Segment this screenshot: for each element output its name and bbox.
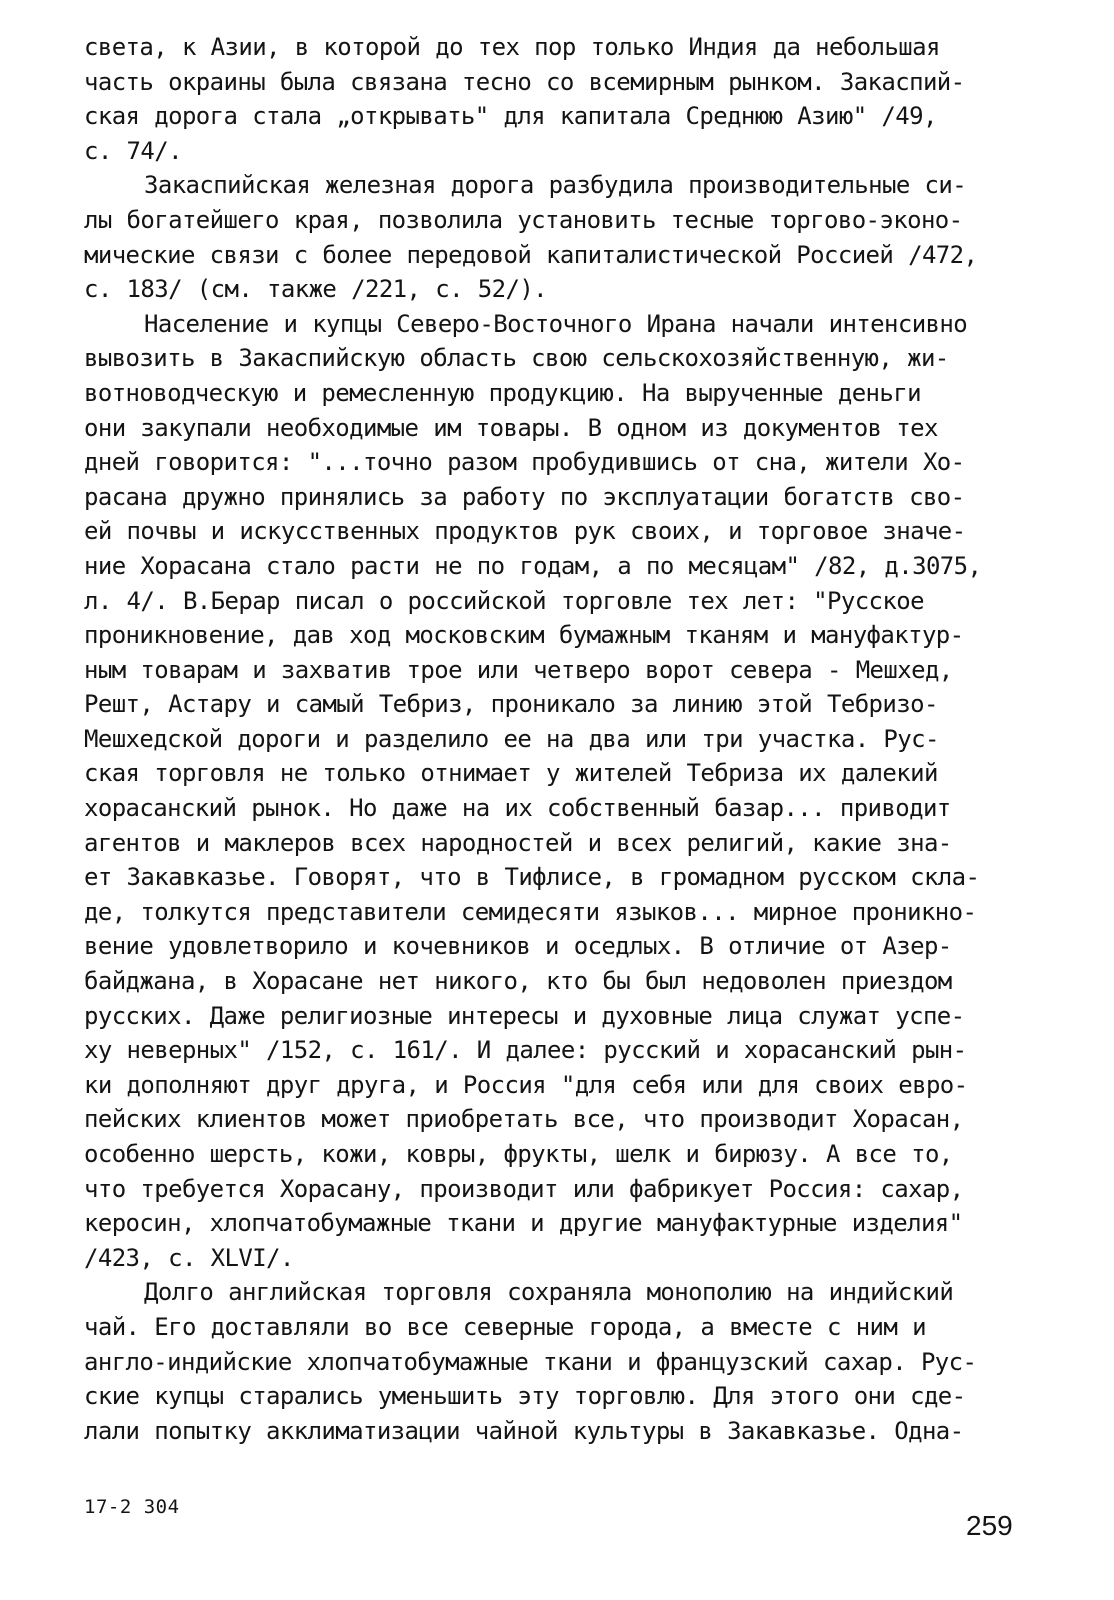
text-line: ние Хорасана стало расти не по годам, а по месяцам" /82, д.3075, (84, 551, 982, 580)
page-number: 259 (966, 1510, 1013, 1541)
text-line: ская торговля не только отнимает у жителей Тебриза их далекий (84, 759, 938, 788)
text-line: хорасанский рынок. Но даже на их собственный базар... приводит (84, 794, 951, 823)
text-line: они закупали необходимые им товары. В одном из документов тех (84, 413, 938, 442)
text-line: проникновение, дав ход московским бумажным тканям и мануфактур- (84, 621, 964, 650)
paragraph (84, 1275, 1044, 1448)
text-line: /423, с. XLVI/. (84, 1243, 294, 1272)
text-line: ские купцы старались уменьшить эту торговлю. Для этого они сде- (84, 1382, 966, 1411)
text-line: мические связи с более передовой капиталистической Россией /472, (84, 240, 978, 269)
body-text (84, 30, 1044, 1448)
text-line: ет Закавказье. Говорят, что в Тифлисе, в громадном русском скла- (84, 863, 980, 892)
text-line: вотноводческую и ремесленную продукцию. На вырученные деньги (84, 378, 921, 407)
text-line: Мешхедской дороги и разделило ее на два или три участка. Рус- (84, 724, 939, 753)
text-line: ки дополняют друг друга, и Россия "для себя или для своих евро- (84, 1070, 968, 1099)
text-line: лали попытку акклиматизации чайной культуры в Закавказье. Одна- (84, 1416, 964, 1445)
text-line: англо-индийские хлопчатобумажные ткани и французский сахар. Рус- (84, 1347, 977, 1376)
text-line: пейских клиентов может приобретать все, что производит Хорасан, (84, 1105, 964, 1134)
text-line: лы богатейшего края, позволила установить тесные торгово-эконо- (84, 205, 963, 234)
text-line: ху неверных" /152, с. 161/. И далее: русский и хорасанский рын- (84, 1036, 967, 1065)
text-line: русских. Даже религиозные интересы и духовные лица служат успе- (84, 1001, 965, 1030)
text-line: Население и купцы Северо-Восточного Ирана начали интенсивно (144, 309, 968, 338)
text-line: агентов и маклеров всех народностей и всех религий, какие зна- (84, 828, 952, 857)
text-line: что требуется Хорасану, производит или фабрикует Россия: сахар, (84, 1174, 964, 1203)
text-line: л. 4/. В.Берар писал о российской торговле тех лет: "Русское (84, 586, 924, 615)
printer-signature: 17-2 304 (84, 1496, 180, 1518)
text-line: вение удовлетворило и кочевников и оседлых. В отличие от Азер- (84, 932, 952, 961)
text-line: особенно шерсть, кожи, ковры, фрукты, шелк и бирюзу. А все то, (84, 1140, 953, 1168)
text-line: расана дружно принялись за работу по эксплуатации богатств сво- (84, 482, 965, 511)
text-line: чай. Его доставляли во все северные города, а вместе с ним и (84, 1312, 926, 1341)
text-line: байджана, в Хорасане нет никого, кто бы был недоволен приездом (84, 967, 952, 996)
text-line: с. 74/. (84, 136, 182, 165)
paragraph (84, 307, 1044, 1276)
text-line: вывозить в Закаспийскую область свою сельскохозяйственную, жи- (84, 344, 949, 373)
text-line: с. 183/ (см. также /221, с. 52/). (84, 275, 548, 304)
text-line: керосин, хлопчатобумажные ткани и другие мануфактурные изделия" (84, 1209, 963, 1238)
paragraph (84, 30, 1044, 168)
text-line: ей почвы и искусственных продуктов рук своих, и торговое значе- (84, 517, 966, 546)
text-line: Долго английская торговля сохраняла монополию на индийский (144, 1278, 954, 1307)
text-line: Закаспийская железная дорога разбудила производительные си- (144, 171, 967, 200)
text-line: часть окраины была связана тесно со всемирным рынком. Закаспий- (84, 67, 965, 96)
paragraph (84, 168, 1044, 306)
text-line: Решт, Астару и самый Тебриз, проникало за линию этой Тебризо- (84, 690, 938, 719)
text-line: дней говорится: "...точно разом пробудившись от сна, жители Хо- (84, 448, 965, 477)
text-line: ным товарам и захватив трое или четверо ворот севера - Мешхед, (84, 655, 953, 684)
text-line: де, толкутся представители семидесяти языков... мирное проникно- (84, 897, 977, 926)
text-line: света, к Азии, в которой до тех пор только Индия да небольшая (84, 33, 940, 61)
text-line: ская дорога стала „открывать" для капитала Среднюю Азию" /49, (84, 102, 937, 131)
